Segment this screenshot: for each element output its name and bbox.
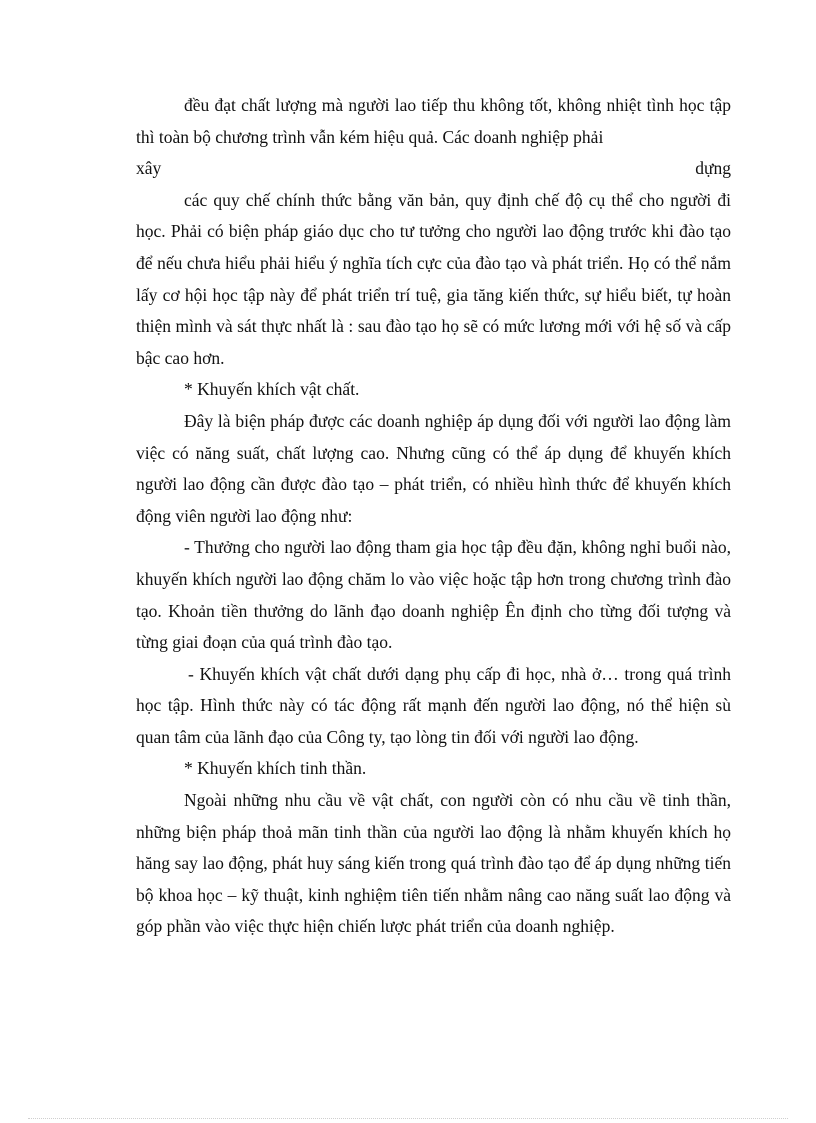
- heading-material-incentive: * Khuyến khích vật chất.: [184, 379, 360, 400]
- page-bottom-divider: [28, 1118, 788, 1119]
- split-line-left-word: xây: [136, 158, 162, 179]
- split-line-right-word: dựng: [695, 158, 731, 179]
- bullet-bonus: - Thưởng cho người lao động tham gia học tập đều đặn, không nghỉ buổi nào, khuyến khích người lao động chăm lo vào việc hoặc tập hơn trong chương trình đào tạo. Khoản tiền thưởng do lãnh đạo doanh nghiệp Ên định cho từng đối tượng và từng giai đoạn của quá trình đào tạo.: [136, 537, 731, 653]
- paragraph-material-incentive: Đây là biện pháp được các doanh nghiệp áp dụng đối với người lao động làm việc có năng suất, chất lượng cao. Nhưng cũng có thể áp dụng để khuyến khích người lao động cần được đào tạo – phát triển, có nhiều hình thức để khuyến khích động viên người lao động như:: [136, 410, 731, 526]
- heading-spiritual-incentive: * Khuyến khích tinh thần.: [184, 758, 367, 779]
- paragraph-2: các quy chế chính thức bằng văn bản, quy định chế độ cụ thể cho người đi học. Phải có biện pháp giáo dục cho tư tưởng cho người lao động trước khi đào tạo để nếu chưa hiểu phải hiểu ý nghĩa tích cực của đào tạo và phát triển. Họ có thể nắm lấy cơ hội học tập này để phát triển trí tuệ, gia tăng kiến thức, sự hiểu biết, tự hoàn thiện mình và sát thực nhất là : sau đào tạo họ sẽ có mức lương mới với hệ số và cấp bậc cao hơn.: [136, 189, 731, 368]
- paragraph-spiritual-incentive: Ngoài những nhu cầu về vật chất, con người còn có nhu cầu về tinh thần, những biện pháp thoả mãn tinh thần của người lao động là nhằm khuyến khích họ hăng say lao động, phát huy sáng kiến trong quá trình đào tạo để áp dụng những tiến bộ khoa học – kỹ thuật, kinh nghiệm tiên tiến nhằm nâng cao năng suất lao động và góp phần vào việc thực hiện chiến lược phát triển của doanh nghiệp.: [136, 790, 731, 937]
- document-body: [136, 90, 731, 943]
- split-line: [136, 153, 731, 185]
- paragraph-1: đều đạt chất lượng mà người lao tiếp thu không tốt, không nhiệt tình học tập thì toàn bộ chương trình vẫn kém hiệu quả. Các doanh nghiệp phải: [136, 95, 731, 147]
- bullet-allowance: - Khuyến khích vật chất dưới dạng phụ cấp đi học, nhà ở… trong quá trình học tập. Hình thức này có tác động rất mạnh đến người lao động, nó thể hiện sù quan tâm của lãnh đạo của Công ty, tạo lòng tin đối với người lao động.: [136, 663, 731, 747]
